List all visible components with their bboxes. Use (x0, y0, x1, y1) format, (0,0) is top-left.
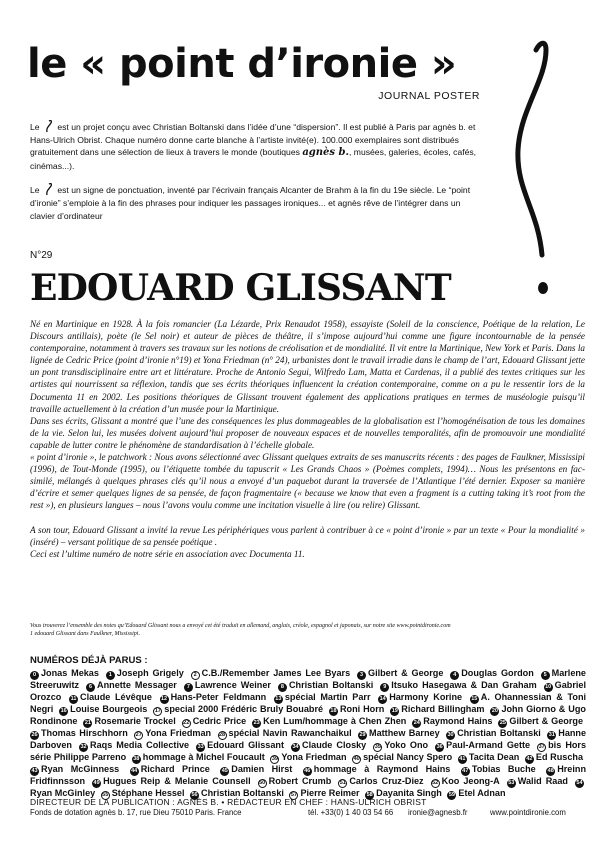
masthead-title: le « point d’ironie » (27, 41, 457, 87)
past-issue-artist: John Giorno & Ugo Rondinone (30, 704, 586, 726)
past-issue-item (134, 728, 211, 738)
past-issue-item (278, 680, 373, 690)
issue-number-badge: 56 (191, 792, 198, 798)
bio-paragraph: Dans ses écrits, Glissant a montré que l’une des conséquences les plus dommageables de la globalisation est l’homogénéisation de tous les domaines de la vie. Selon lui, les musées doivent aujourd’hui proposer de nouveaux espaces et de nouvelles temporalités, afin de promouvoir une mondialité capable de lutter contre le phénomène de standardisation à l’échelle globale. (30, 415, 585, 450)
agnes-b-handwritten: agnès b. (302, 147, 350, 159)
footer-address: Fonds de dotation agnès b. 17, rue Dieu 75010 Paris. France (30, 808, 242, 817)
past-issue-artist: spécial Martin Parr (284, 692, 371, 702)
past-issue-artist: Yoko Ono (384, 740, 429, 750)
past-issue-item (30, 668, 99, 678)
issue-number-badge: 24 (413, 720, 420, 726)
issue-number-badge: 14 (379, 696, 386, 702)
issue-number-badge: 22 (183, 720, 190, 726)
past-issue-artist: Annette Messager (97, 680, 177, 690)
past-issue-artist: hommage à Raymond Hains (313, 764, 451, 774)
issue-number-badge: 11 (70, 696, 77, 702)
past-issue-item (525, 752, 583, 762)
past-issue-item (358, 728, 440, 738)
issue-number-badge: 35 (374, 744, 381, 750)
past-issue-item (373, 740, 428, 750)
past-issue-artist: hommage à Michel Foucault (142, 752, 265, 762)
issue-number-badge: 39 (271, 756, 278, 762)
issue-number-badge: 12 (161, 696, 168, 702)
past-issue-item (218, 728, 352, 738)
issue-number-badge: 29 (359, 732, 366, 738)
past-issue-item (446, 728, 541, 738)
past-issue-item (435, 740, 530, 750)
past-issue-artist: Roni Horn (339, 704, 385, 714)
past-issue-artist: Ken Lum/hommage à Chen Zhen (263, 716, 407, 726)
issue-number-badge: 30 (447, 732, 454, 738)
past-issue-artist: Yona Friedman (145, 728, 212, 738)
past-issue-artist: Douglas Gordon (461, 668, 534, 678)
past-issue-artist: Lawrence Weiner (194, 680, 271, 690)
past-issue-artist: Gabriel Orozco (30, 680, 586, 702)
issue-number-badge: 6 (86, 683, 95, 692)
intro-text (30, 120, 485, 233)
past-issue-item (461, 764, 536, 774)
past-issue-artist: special 2000 Frédéric Bruly Bouabré (164, 704, 324, 714)
issue-number-badge: 51 (339, 780, 346, 786)
issue-number-badge: 5 (541, 671, 550, 680)
issue-number-badge: 40 (353, 756, 360, 762)
past-issue-artist: Gilbert & George (509, 716, 583, 726)
past-issue-item (270, 752, 346, 762)
past-issue-item (79, 740, 189, 750)
artist-name: EDOUARD GLISSANT (30, 267, 451, 309)
mini-ironie-mark-icon (44, 120, 53, 133)
past-issue-artist: Richard Prince (140, 764, 210, 774)
issue-number-badge: 10 (545, 684, 552, 690)
past-issue-artist: Louise Bourgeois (70, 704, 148, 714)
past-issue-item (390, 704, 484, 714)
past-issue-artist: Yona Friedman (281, 752, 347, 762)
past-issue-item (431, 776, 500, 786)
past-issue-artist: Gilbert & George (368, 668, 444, 678)
past-issue-artist: Damien Hirst (231, 764, 293, 774)
past-issue-artist: Ryan McGinness (41, 764, 120, 774)
past-issues-title: NUMÉROS DÉJÀ PARUS : (30, 655, 148, 666)
past-issue-artist: Dayanita Singh (376, 788, 442, 798)
issue-number-badge: 41 (459, 756, 466, 762)
past-issue-item (153, 704, 323, 714)
issue-number-badge: 1 (106, 671, 115, 680)
intro-paragraph-2 (30, 183, 485, 222)
past-issue-artist: Claude Closky (302, 740, 367, 750)
issue-number-badge: 31 (548, 732, 555, 738)
past-issue-artist: Hanne Darboven (30, 728, 587, 750)
past-issue-item (220, 764, 292, 774)
footnote-line: 1 edouard Glissant dans Faulkner, Mississipi. (30, 631, 140, 637)
past-issue-item (458, 752, 519, 762)
issue-number-badge: 50 (259, 780, 266, 786)
intro-paragraph-1 (30, 120, 485, 172)
mini-ironie-mark-icon (44, 183, 53, 196)
past-issue-artist: Joseph Grigely (116, 668, 184, 678)
issue-number-badge: 53 (508, 780, 515, 786)
past-issue-item (92, 776, 251, 786)
issue-number-badge: 16 (60, 708, 67, 714)
past-issue-artist: Christian Boltanski (201, 788, 284, 798)
issue-number-badge: 9 (380, 683, 389, 692)
past-issue-artist: Raymond Hains (423, 716, 493, 726)
issue-number-badge: 23 (253, 720, 260, 726)
past-issue-artist: C.B./Remember James Lee Byars (201, 668, 351, 678)
past-issue-item (329, 704, 384, 714)
past-issue-artist: Tacita Dean (468, 752, 520, 762)
past-issue-artist: Carlos Cruz-Diez (349, 776, 424, 786)
issue-number-badge: 54 (576, 780, 583, 786)
past-issue-artist: Harmony Korine (389, 692, 463, 702)
issue-number-badge: 27 (135, 732, 142, 738)
past-issue-item (184, 680, 271, 690)
issue-number-badge: 46 (304, 768, 311, 774)
past-issue-artist: Cedric Price (192, 716, 247, 726)
bio-paragraph: Né en Martinique en 1928. À la fois romancier (La Lézarde, Prix Renaudot 1958), essayiste (Soleil de la conscience, Poétique de la relation, Le Discours antillais), poète (le Sel noir) et auteur de pièces de théâtre, il s’impose aujourd’hui comme une figure incontournable de la pensée contemporaine, notamment à travers ses travaux sur les notions de créolisation et de mondialité. Il vit entre la Martinique, New York et Paris. Dans la lignée de Cedric Price (point d’ironie n°19) et Yona Friedman (n° 24), urbanistes dont le travail irradie dans le champ de l’art, Edouard Glissant jette un pont transdisciplinaire entre art et littérature. Proche de Antonio Segui, Wilfredo Lam, Matta et Cardenas, il a publié des textes critiques sur les artistes qui nourrissent sa réflexion, tandis que ses écrits théoriques influencent la création contemporaine, comme on a pu le ressentir lors de la Documenta 11 en 2002. Les positions théoriques de Glissant trouvent également des applications pratiques en termes de muséologie puisqu’il travaille actuellement à la création d’un musée pour la Martinique. (30, 319, 585, 414)
past-issue-item (303, 764, 451, 774)
issue-number-badge: 20 (491, 708, 498, 714)
past-issue-item (357, 668, 443, 678)
past-issue-item (196, 740, 284, 750)
past-issue-item (507, 776, 568, 786)
issue-number-badge: 34 (292, 744, 299, 750)
past-issue-artist: Itsuko Hasegawa & Dan Graham (391, 680, 537, 690)
past-issue-item (380, 680, 536, 690)
footer-phone: tél. +33(0) 1 40 03 54 66 (308, 808, 394, 817)
past-issue-item (338, 776, 423, 786)
point-d-ironie-mark-icon (512, 40, 558, 300)
past-issue-artist: Christian Boltanski (457, 728, 541, 738)
past-issue-item (83, 716, 175, 726)
issue-number-badge: 7 (184, 683, 193, 692)
past-issue-item (258, 776, 332, 786)
past-issue-item (191, 668, 351, 678)
past-issue-artist: Paul-Armand Gette (446, 740, 531, 750)
past-issue-artist: A. Ohannessian & Toni Negri (30, 692, 587, 714)
past-issue-artist: Hreinn Fridfinnsson (30, 764, 587, 786)
issue-number-badge: 58 (366, 792, 373, 798)
artist-biography (30, 318, 585, 560)
past-issue-item (450, 668, 534, 678)
past-issue-item (352, 752, 452, 762)
past-issue-artist: spécial Nancy Spero (363, 752, 453, 762)
issue-number: N°29 (30, 250, 53, 261)
issue-number-badge: 55 (102, 792, 109, 798)
issue-number-badge: 28 (218, 732, 226, 738)
footer-website[interactable]: www.pointdironie.com (490, 808, 566, 817)
issue-number-badge: 36 (436, 744, 443, 750)
masthead-subtitle: JOURNAL POSTER (378, 90, 480, 102)
past-issue-artist: Stéphane Hessel (111, 788, 185, 798)
past-issue-artist: Thomas Hirschhorn (41, 728, 128, 738)
footnotes (30, 622, 585, 638)
issue-number-badge: 26 (31, 732, 38, 738)
past-issue-artist: Christian Boltanski (288, 680, 374, 690)
issue-number-badge: 47 (462, 768, 469, 774)
intro-p1-lead: Le (30, 122, 40, 132)
past-issue-item (69, 692, 152, 702)
intro-p1-end: , musées, galeries, écoles, cafés, cinémas...). (30, 147, 477, 171)
past-issue-item (378, 692, 462, 702)
past-issue-artist: Pierre Reimer (300, 788, 360, 798)
footer-email[interactable]: ironie@agnesb.fr (408, 808, 468, 817)
issue-number-badge: 13 (275, 696, 282, 702)
issue-number-badge: 44 (131, 768, 138, 774)
bio-paragraph: Ceci est l’ultime numéro de notre série en association avec Documenta 11. (30, 548, 305, 559)
issue-number-badge: 15 (471, 696, 478, 702)
past-issue-item (252, 716, 406, 726)
intro-p2-body: est un signe de ponctuation, inventé par l’écrivain français Alcanter de Brahm à la fin du 19e siècle. Le “point d’ironie” s’emploie à la fin des phrases pour indiquer les passages ironiques... et agnès rêve de l’intégrer dans un clavier d’ordinateur (30, 185, 471, 221)
issue-number-badge: 4 (450, 671, 459, 680)
past-issue-artist: Jonas Mekas (41, 668, 99, 678)
past-issue-item (291, 740, 366, 750)
past-issue-artist: Ed Ruscha (535, 752, 583, 762)
issue-number-badge: 48 (547, 768, 554, 774)
issue-number-badge: 32 (80, 744, 87, 750)
past-issue-artist: Etel Adnan (458, 788, 506, 798)
past-issue-item (412, 716, 492, 726)
issue-number-badge: 52 (432, 780, 439, 786)
issue-number-badge: 2 (191, 671, 200, 680)
past-issue-artist: Edouard Glissant (207, 740, 284, 750)
issue-number-badge: 3 (357, 671, 366, 680)
issue-number-badge: 42 (526, 756, 533, 762)
past-issue-artist: Koo Jeong-A (441, 776, 500, 786)
past-issue-item (59, 704, 147, 714)
past-issue-item (130, 764, 210, 774)
issue-number-badge: 38 (133, 756, 140, 762)
bio-paragraph: « point d’ironie », le patchwork : Nous avons sélectionné avec Glissant quelques extraits de ses manuscrits récents : des pages de Faulkner, Mississipi (1996), de Tout-Monde (1995), ou l’étiquette tombée du tapuscrit « Les Grands Chaos » (Poèmes complets, 1994)… Nous les présentons en fac-similé, mélangés à quelques phrases clés qu’il nous a envoyé d’un paquebot durant la traversée de l’Atlantique l’été dernier. Exposer sa manière d’écrire et semer quelques lignes de sa pensée, de façon fragmentaire (« because we know that even a fragment is a cutting taking it’s root from the rest »), en plusieurs langues – nous l’avons voulu comme une incitation visuelle à lire (ou relire) Glissant. (30, 452, 585, 511)
issue-number-badge: 0 (30, 671, 39, 680)
past-issue-artist: Ryan McGinley (30, 788, 96, 798)
past-issue-artist: Robert Crumb (268, 776, 332, 786)
past-issue-artist: bis Hors série Philippe Parreno (30, 740, 587, 762)
past-issue-item (30, 728, 128, 738)
issue-number-badge: 37 (538, 744, 545, 750)
past-issue-item (86, 680, 177, 690)
past-issues-list (30, 668, 586, 800)
past-issue-artist: Rosemarie Trockel (94, 716, 176, 726)
past-issue-item (447, 788, 505, 798)
issue-number-badge: 8 (278, 683, 287, 692)
issue-number-badge: 45 (221, 768, 228, 774)
issue-number-badge: 19 (391, 708, 398, 714)
past-issue-item (182, 716, 247, 726)
past-issue-artist: Matthew Barney (369, 728, 440, 738)
issue-number-badge: 21 (84, 720, 91, 726)
past-issue-artist: Raqs Media Collective (90, 740, 190, 750)
issue-number-badge: 49 (93, 780, 100, 786)
past-issue-artist: Richard Billingham (401, 704, 485, 714)
issue-number-badge: 33 (197, 744, 204, 750)
past-issue-artist: Tobias Buche (471, 764, 536, 774)
bio-paragraph: A son tour, Edouard Glissant a invité la revue Les périphériques vous parlent à contribuer à ce « point d’ironie » par un texte « Pour la mondialité » (inséré) – versant politique de sa pensée poétique . (30, 524, 585, 547)
intro-p1-body: est un projet conçu avec Christian Boltanski dans l’idée d’une “dispersion”. Il est publié à Paris par agnès b. et Hans-Ulrich Obrist. Chaque numéro donne carte blanche à l’artiste invité(e). 100.000 exemplaires sont distribués gratuitement dans une sélection de lieux à travers le monde (boutiques (30, 122, 476, 158)
issue-number-badge: 17 (154, 708, 161, 714)
issue-number-badge: 59 (448, 792, 455, 798)
past-issue-item (498, 716, 583, 726)
issue-number-badge: 25 (499, 720, 506, 726)
past-issue-artist: Claude Lévêque (80, 692, 152, 702)
issue-number-badge: 43 (31, 768, 38, 774)
past-issue-artist: Marlene Streeruwitz (30, 668, 586, 690)
footnote-line: Vous trouverez l’ensemble des notes qu’Edouard Glissant nous a envoyé cet été traduit en allemand, anglais, créole, espagnol et japonais, sur notre site www.pointdironie.com (30, 623, 451, 629)
footer-credits: DIRECTEUR DE LA PUBLICATION : AGNÈS B. • RÉDACTEUR EN CHEF : HANS-ULRICH OBRIST (30, 797, 427, 807)
past-issue-item (30, 764, 119, 774)
past-issue-item (106, 668, 184, 678)
past-issue-item (160, 692, 267, 702)
intro-p2-lead: Le (30, 185, 40, 196)
past-issue-item (274, 692, 371, 702)
past-issue-artist: Walid Raad (517, 776, 568, 786)
past-issue-artist: Hugues Reip & Melanie Counsell (103, 776, 251, 786)
past-issue-artist: Hans-Peter Feldmann (170, 692, 267, 702)
issue-number-badge: 57 (290, 792, 298, 798)
issue-number-badge: 18 (330, 708, 337, 714)
past-issue-artist: spécial Navin Rawanchaikul (228, 728, 352, 738)
past-issue-item (132, 752, 265, 762)
